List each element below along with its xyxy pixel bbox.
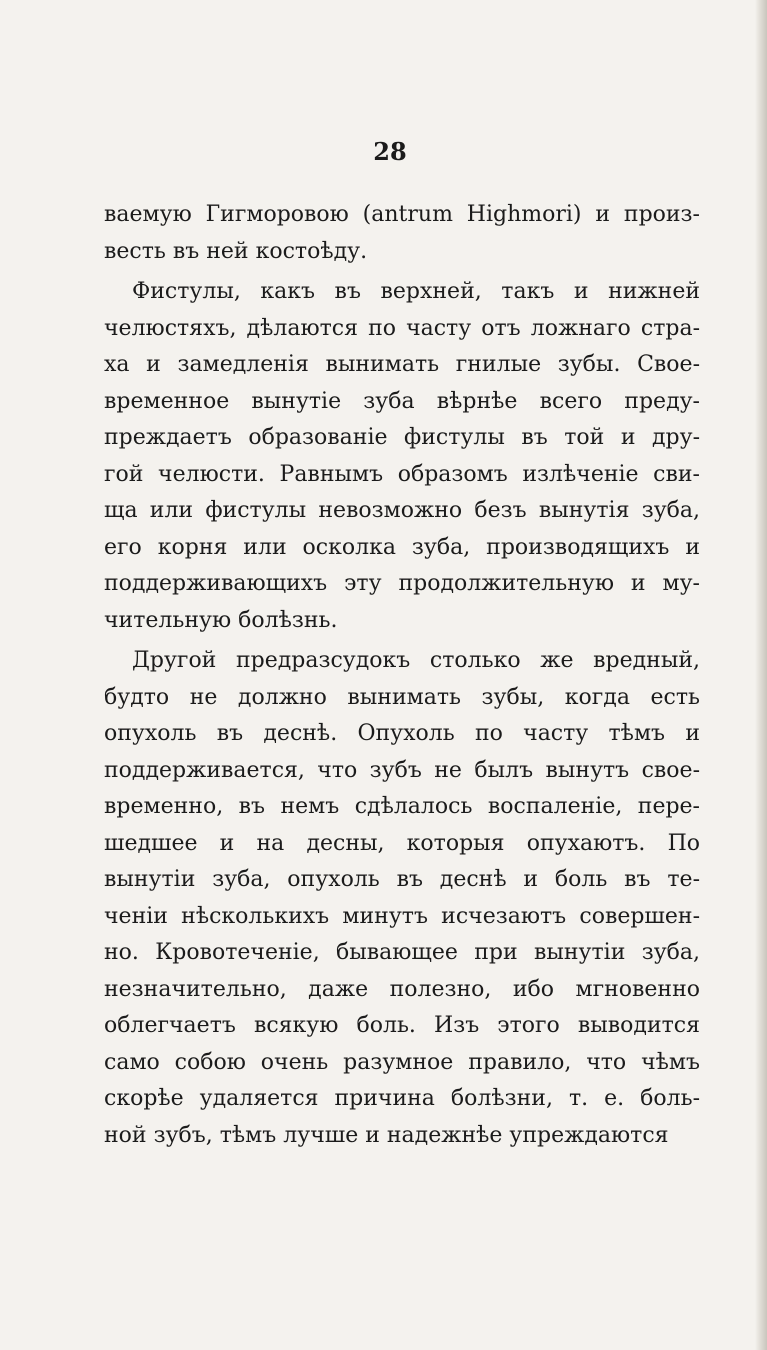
text-line: гой челюсти. Равнымъ образомъ излѣченіе сви- — [104, 461, 700, 487]
text-line: будто не должно вынимать зубы, когда есть — [104, 684, 700, 710]
text-line: временно, въ немъ сдѣлалось воспаленіе, пере- — [104, 794, 700, 819]
text-line: облегчаетъ всякую боль. Изъ этого выводится — [104, 1013, 700, 1038]
text-line: ха и замедленія вынимать гнилые зубы. Свое- — [104, 352, 700, 377]
text-line: поддерживающихъ эту продолжительную и му- — [104, 571, 700, 596]
text-line: само собою очень разумное правило, что чѣмъ — [104, 1049, 700, 1075]
text-line: скорѣе удаляется причина болѣзни, т. е. боль- — [104, 1086, 700, 1111]
text-line: но. Кровотеченіе, бывающее при вынутіи зуба, — [104, 940, 700, 965]
text-line: его корня или осколка зуба, производящихъ и — [104, 534, 700, 560]
page-number: 28 — [373, 137, 407, 166]
text-line: ной зубъ, тѣмъ лучше и надежнѣе упреждаются — [104, 1122, 669, 1148]
text-line: Фистулы, какъ въ верхней, такъ и нижней — [132, 279, 700, 304]
text-line: Другой предразсудокъ столько же вредный, — [132, 648, 700, 673]
text-line: ваемую Гигморовою (antrum Highmori) и произ- — [104, 202, 700, 227]
text-line: весть въ ней костоѣду. — [104, 238, 368, 264]
page-edge-shadow — [755, 0, 767, 1350]
text-line: шедшее и на десны, которыя опухаютъ. По — [104, 830, 700, 856]
text-line: поддерживается, что зубъ не былъ вынутъ свое- — [104, 757, 700, 783]
text-line: опухоль въ деснѣ. Опухоль по часту тѣмъ и — [104, 721, 700, 746]
text-line: преждаетъ образованіе фистулы въ той и дру- — [104, 425, 700, 450]
text-line: незначительно, даже полезно, ибо мгновенно — [104, 976, 700, 1002]
page-text — [104, 197, 700, 1154]
text-line: чительную болѣзнь. — [104, 607, 338, 633]
text-line: ща или фистулы невозможно безъ вынутія зуба, — [104, 498, 700, 523]
text-line: челюстяхъ, дѣлаются по часту отъ ложнаго стра- — [104, 315, 700, 341]
paragraph — [104, 197, 700, 270]
text-line: временное вынутіе зуба вѣрнѣе всего преду- — [104, 388, 700, 414]
paragraph — [104, 274, 700, 639]
paragraph — [104, 643, 700, 1154]
text-line: вынутіи зуба, опухоль въ деснѣ и боль въ те- — [104, 867, 700, 892]
text-line: ченіи нѣсколькихъ минутъ исчезаютъ совершен- — [104, 903, 700, 929]
